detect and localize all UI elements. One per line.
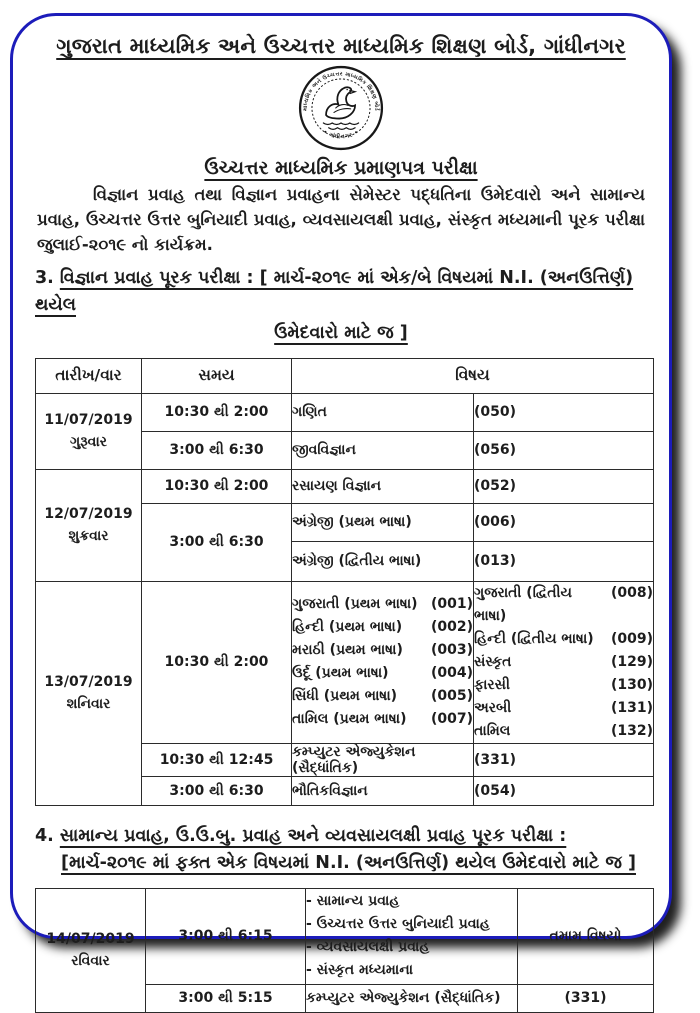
table-row [36,469,654,503]
col-header-time: સમય [142,358,292,393]
col-header-date: તારીખ/વાર [36,358,142,393]
section4-heading-text: સામાન્ય પ્રવાહ, ઉ.ઉ.બુ. પ્રવાહ અને વ્યવસાયલક્ષી પ્રવાહ પૂરક પરીક્ષા : [59,825,567,846]
section3-heading-text: વિજ્ઞાન પ્રવાહ પૂરક પરીક્ષા : [ માર્ચ-૨૦૧૯ માં એક/બે વિષયમાં N.I. (અનઉત્તિર્ણ) થયેલ [35,268,634,316]
day-value: રવિવાર [71,953,110,970]
date-cell [36,581,142,805]
section4-number: 4. [35,825,54,846]
day-value: ગુરૂવાર [69,434,108,451]
subject-cell: અંગ્રેજી (દ્વિતીય ભાષા) [292,541,474,581]
document-page [10,13,672,1007]
date-value: 13/07/2019 [44,673,133,690]
subject-cell: ગણિત [292,393,474,431]
date-cell [36,888,146,1012]
subject-cell: જીવવિજ્ઞાન [292,431,474,469]
col-header-subject: વિષય [292,358,654,393]
time-cell: 10:30 થી 2:00 [142,581,292,743]
subject-cell: અંગ્રેજી (પ્રથમ ભાષા) [292,503,474,541]
subject-code-pair: સંસ્કૃત (129) [474,653,653,670]
seal-ring-text-top: માધ્યમિક અને ઉચ્ચત્તર માધ્યમિક શિક્ષણ બોર્ડ [302,71,380,112]
stream-list-cell [306,888,518,984]
subject-code-pair: ફારસી (130) [474,676,653,693]
svg-text:• ગાંધીનગર • [322,129,360,140]
date-value: 14/07/2019 [46,930,135,947]
swan-icon [323,87,358,129]
seal-inner-ring [312,79,370,137]
stream-item: - વ્યવસાયલક્ષી પ્રવાહ [306,939,430,956]
subject-code-pair: અરબી (131) [474,699,653,716]
subject-code-pair: તામિલ (132) [474,722,653,739]
subject-cell: કમ્પ્યુટર એજ્યુકેશન (સૈદ્ધાંતિક) [306,984,518,1012]
table-header-row [36,358,654,393]
section3-heading [35,265,647,346]
subject-cell: કમ્પ્યુટર એજ્યુકેશન (સૈદ્ધાંતિક) [292,743,474,776]
subject-code-pair: સિંધી (પ્રથમ ભાષા) (005) [292,688,473,705]
time-cell: 10:30 થી 2:00 [142,469,292,503]
section3-number: 3. [35,268,54,289]
exam-title: ઉચ્ચત્તર માધ્યમિક પ્રમાણપત્ર પરીક્ષા [204,157,478,179]
section4-heading-line1 [35,823,647,850]
date-cell [36,393,142,469]
time-cell: 10:30 થી 2:00 [142,393,292,431]
section3-heading-line1 [35,265,647,319]
table-row [36,393,654,431]
general-stream-exam-table [35,888,654,1013]
all-subjects-cell: તમામ વિષયો [518,888,654,984]
subject-list-second-language [474,581,654,743]
code-cell: (052) [474,469,654,503]
section4-heading [35,823,647,877]
code-cell: (054) [474,776,654,805]
time-cell: 3:00 થી 6:15 [146,888,306,984]
table-row [36,581,654,743]
stream-item: - સામાન્ય પ્રવાહ [306,893,400,910]
subject-code-pair: ગુજરાતી (દ્વિતીય ભાષા) (008) [474,584,653,624]
subject-code-pair: મરાઠી (પ્રથમ ભાષા) (003) [292,642,473,659]
time-cell: 3:00 થી 5:15 [146,984,306,1012]
section4-heading-line2: [માર્ચ-૨૦૧૯ માં ફક્ત એક વિષયમાં N.I. (અનઉત્તિર્ણ) થયેલ ઉમેદવારો માટે જ ] [61,852,636,873]
seal-ring-text-bottom: • ગાંધીનગર • [321,129,361,141]
section3-heading-line2: ઉમેદવારો માટે જ ] [274,322,408,343]
code-cell: (331) [474,743,654,776]
subject-code-pair: હિન્દી (દ્વિતીય ભાષા) (009) [474,630,653,647]
date-value: 12/07/2019 [44,505,133,522]
table-row [36,888,654,984]
time-cell: 3:00 થી 6:30 [142,776,292,805]
subject-cell: ભૌતિકવિજ્ઞાન [292,776,474,805]
day-value: શનિવાર [66,696,111,713]
stream-item: - ઉચ્ચત્તર ઉત્તર બુનિયાદી પ્રવાહ [306,916,490,933]
date-cell [36,469,142,581]
subject-cell: રસાયણ વિજ્ઞાન [292,469,474,503]
code-cell: (006) [474,503,654,541]
subject-code-pair: ગુજરાતી (પ્રથમ ભાષા) (001) [292,596,473,613]
day-value: શુક્રવાર [68,528,109,545]
code-cell: (050) [474,393,654,431]
subject-code-pair: હિન્દી (પ્રથમ ભાષા) (002) [292,619,473,636]
code-cell: (331) [518,984,654,1012]
stream-item: - સંસ્કૃત મધ્યમાના [306,962,414,979]
science-stream-exam-table [35,358,654,806]
time-cell: 3:00 થી 6:30 [142,431,292,469]
subject-code-pair: તામિલ (પ્રથમ ભાષા) (007) [292,711,473,728]
time-cell: 10:30 થી 12:45 [142,743,292,776]
subject-code-pair: ઉર્દૂ (પ્રથમ ભાષા) (004) [292,665,473,682]
subject-list-first-language [292,581,474,743]
time-cell: 3:00 થી 6:30 [142,503,292,581]
board-seal-logo [35,64,647,156]
code-cell: (056) [474,431,654,469]
date-value: 11/07/2019 [44,411,133,428]
seal-svg [297,64,385,152]
intro-paragraph: વિજ્ઞાન પ્રવાહ તથા વિજ્ઞાન પ્રવાહના સેમેસ્ટર પદ્ધતિના ઉમેદવારો અને સામાન્ય પ્રવાહ, ઉચ્ચત્તર ઉત્તર બુનિયાદી પ્રવાહ, વ્યવસાયલક્ષી પ્રવાહ, સંસ્કૃત મધ્યમાની પૂરક પરીક્ષા જુલાઈ-૨૦૧૯ નો કાર્યક્રમ. [37,185,645,254]
code-cell: (013) [474,541,654,581]
page-title: ગુજરાત માધ્યમિક અને ઉચ્ચત્તર માધ્યમિક શિક્ષણ બોર્ડ, ગાંધીનગર [56,34,626,58]
